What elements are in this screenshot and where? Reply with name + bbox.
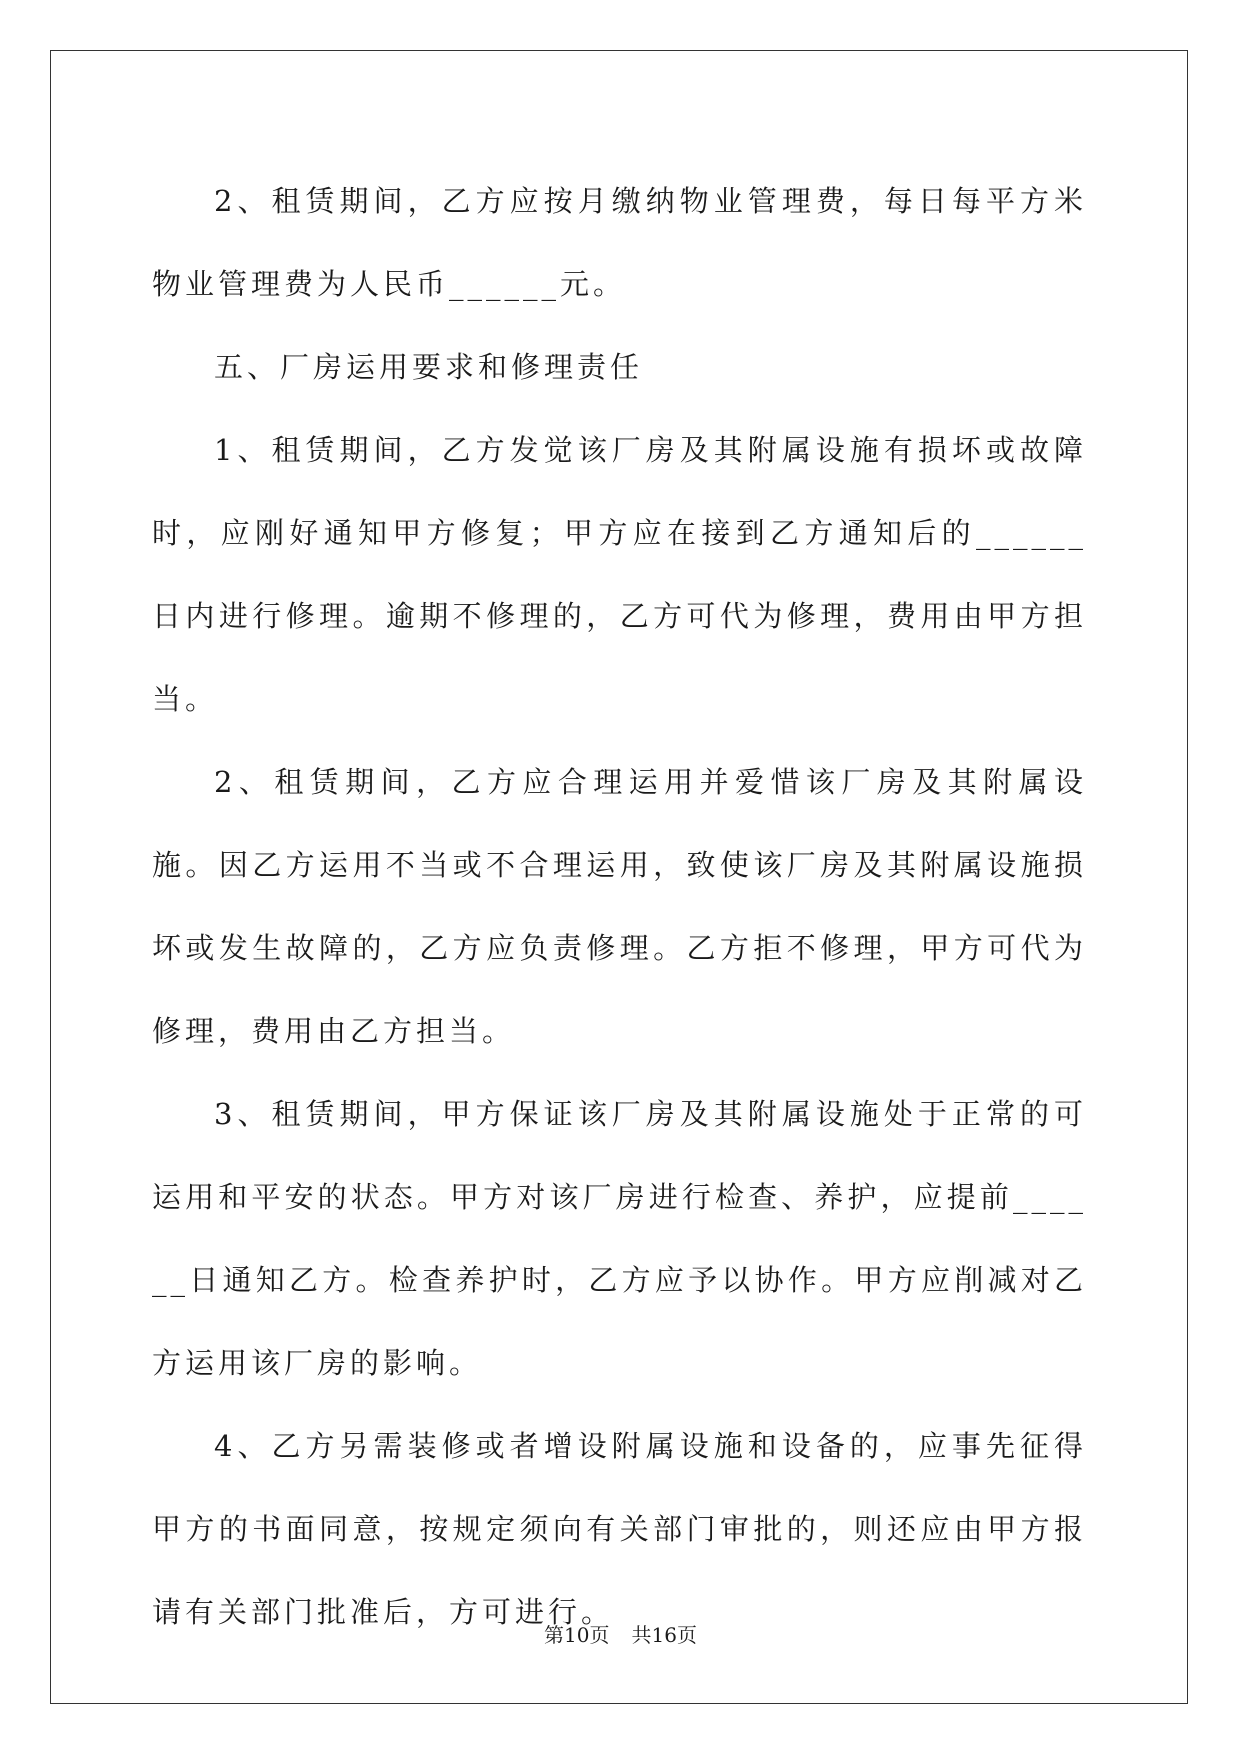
- paragraph-property-fee: 2、租赁期间，乙方应按月缴纳物业管理费，每日每平方米物业管理费为人民币______元。: [152, 184, 1087, 301]
- total-page-count: 共16页: [631, 1623, 697, 1647]
- paragraph-proper-use: 2、租赁期间，乙方应合理运用并爱惜该厂房及其附属设施。因乙方运用不当或不合理运用，致使该厂房及其附属设施损坏或发生故障的，乙方应负责修理。乙方拒不修理，甲方可代为修理，费用由乙方担当。: [152, 765, 1087, 1048]
- paragraph-repair-notice: 1、租赁期间，乙方发觉该厂房及其附属设施有损坏或故障时，应刚好通知甲方修复；甲方应在接到乙方通知后的______日内进行修理。逾期不修理的，乙方可代为修理，费用由甲方担当。: [152, 433, 1087, 716]
- paragraph-renovation: 4、乙方另需装修或者增设附属设施和设备的，应事先征得甲方的书面同意，按规定须向有关部门审批的，则还应由甲方报请有关部门批准后，方可进行。: [152, 1429, 1087, 1629]
- document-body: [152, 160, 1087, 1654]
- section-heading-usage-repair: 五、厂房运用要求和修理责任: [214, 350, 644, 384]
- paragraph-inspection: 3、租赁期间，甲方保证该厂房及其附属设施处于正常的可运用和平安的状态。甲方对该厂房进行检查、养护，应提前______日通知乙方。检查养护时，乙方应予以协作。甲方应削减对乙方运用该厂房的影响。: [152, 1097, 1087, 1380]
- page-footer: [0, 1622, 1241, 1648]
- current-page-number: 第10页: [544, 1623, 610, 1647]
